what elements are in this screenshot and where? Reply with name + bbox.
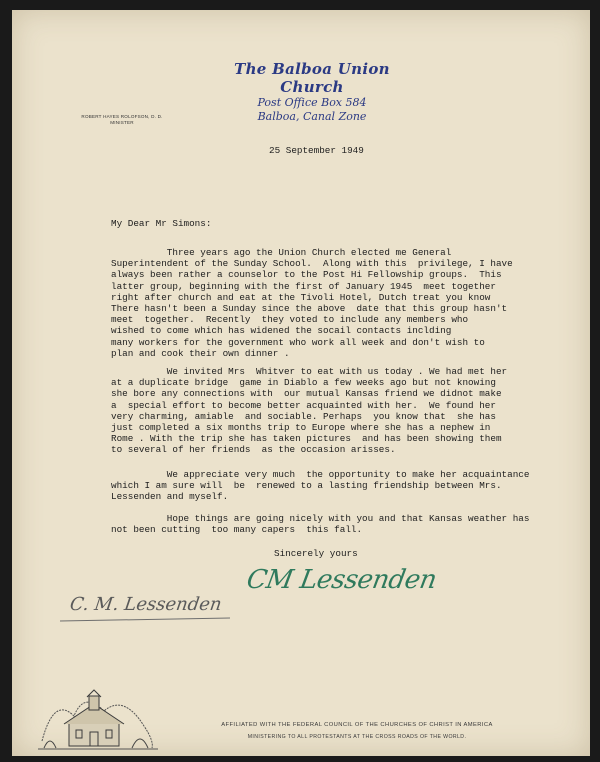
minister-name: ROBERT HAYES ROLOFSON, D. D.: [81, 114, 163, 119]
church-location: Balboa, Canal Zone: [257, 110, 367, 123]
letter-page: [12, 10, 590, 756]
minister-title: MINISTER: [110, 120, 134, 125]
footer-affiliation: AFFILIATED WITH THE FEDERAL COUNCIL OF THE CHURCHES OF CHRIST IN AMERICA: [221, 722, 493, 728]
closing: Sincerely yours: [274, 548, 358, 559]
footer-motto: MINISTERING TO ALL PROTESTANTS AT THE CROSS ROADS OF THE WORLD.: [247, 734, 467, 740]
pencil-signature: C. M. Lessenden: [68, 594, 224, 615]
church-building-icon: [34, 686, 164, 756]
letter-date: 25 September 1949: [269, 145, 364, 156]
paragraph-4: Hope things are going nicely with you and that Kansas weather has not been cutting too many capers this fall.: [111, 513, 530, 536]
letterhead: [202, 60, 422, 124]
signature-underline: [60, 618, 230, 622]
paragraph-3: We appreciate very much the opportunity to make her acquaintance which I am sure will be renewed to a lasting friendship between Mrs. Lessenden and myself.: [111, 469, 530, 503]
po-box: Post Office Box 584: [257, 96, 367, 109]
salutation: My Dear Mr Simons:: [111, 218, 212, 229]
ink-signature: CM Lessenden: [244, 565, 439, 595]
paragraph-1: Three years ago the Union Church elected me General Superintendent of the Sunday School. Along with this privilege, I have always been rather a counselor to the Post Hi Fellowship groups. This latter group, beginning with the first of January 1945 meet together right after church and eat at the Tivoli Hotel, Dutch treat you know There hasn't been a Sunday since the above date that this group hasn't meet together. Recently they voted to include any members who wished to come which has widened the socail contacts inclding many workers for the government who work all week and don't wish to plan and cook their own dinner .: [111, 247, 513, 359]
church-name: The Balboa Union Church: [234, 60, 390, 96]
paragraph-2: We invited Mrs Whitver to eat with us today . We had met her at a duplicate bridge game in Diablo a few weeks ago but not knowing she bore any connections with our mutual Kansas friend we didnot make a special effort to become better acquainted with her. We found her very charming, amiable and sociable. Perhaps you know that she has just completed a six months trip to Europe where she has a nephew in Rome . With the trip she has taken pictures and has been showing them to several of her friends as the occasion arisses.: [111, 366, 508, 456]
minister-block: [62, 114, 182, 126]
